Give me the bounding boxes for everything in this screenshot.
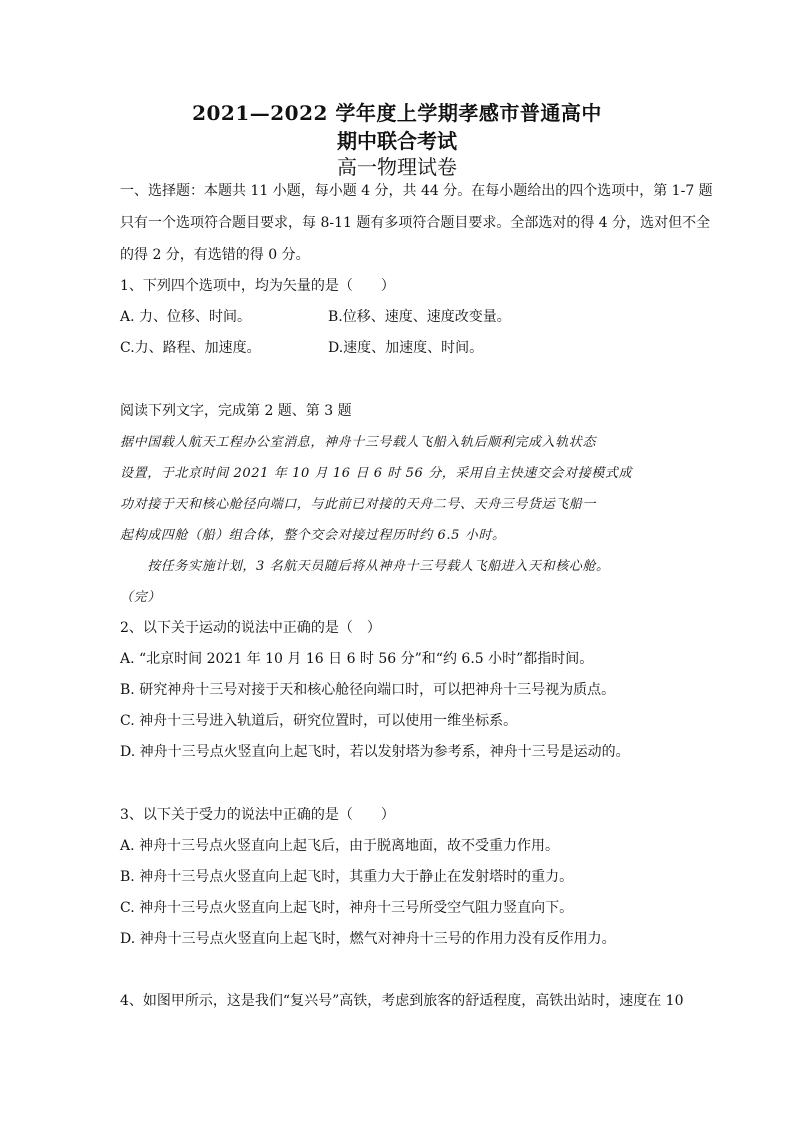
question-3-option-b: B. 神舟十三号点火竖直向上起飞时，其重力大于静止在发射塔时的重力。 [120, 869, 574, 885]
question-1-option-c: C.力、路程、加速度。 [120, 340, 261, 356]
reading-passage-line2: 设置，于北京时间 2021 年 10 月 16 日 6 时 56 分，采用自主快速交会对接模式成 [120, 466, 633, 481]
question-3-option-a: A. 神舟十三号点火竖直向上起飞后，由于脱离地面，故不受重力作用。 [120, 838, 560, 854]
question-1-option-a: A. 力、位移、时间。 [120, 309, 252, 325]
reading-passage-line4: 起构成四舱（船）组合体，整个交会对接过程历时约 6.5 小时。 [120, 528, 506, 543]
question-2-option-a: A. “北京时间 2021 年 10 月 16 日 6 时 56 分”和“约 6.5 小时”都指时间。 [120, 651, 594, 667]
reading-passage-line5: 按任务实施计划，3 名航天员随后将从神舟十三号载人飞船进入天和核心舱。 [120, 559, 610, 574]
question-3-option-c: C. 神舟十三号点火竖直向上起飞时，神舟十三号所受空气阻力竖直向下。 [120, 900, 574, 916]
reading-passage-line3: 功对接于天和核心舱径向端口，与此前已对接的天舟二号、天舟三号货运飞船一 [120, 497, 597, 512]
question-2-option-b: B. 研究神舟十三号对接于天和核心舱径向端口时，可以把神舟十三号视为质点。 [120, 682, 616, 698]
question-1-option-d: D.速度、加速度、时间。 [328, 340, 484, 356]
question-2-stem: 2、以下关于运动的说法中正确的是（ ） [120, 620, 381, 636]
exam-title-line2: 期中联合考试 [337, 129, 457, 153]
question-2-option-c: C. 神舟十三号进入轨道后，研究位置时，可以使用一维坐标系。 [120, 713, 518, 729]
question-2-option-d: D. 神舟十三号点火竖直向上起飞时，若以发射塔为参考系，神舟十三号是运动的。 [120, 744, 630, 760]
question-3-option-d: D. 神舟十三号点火竖直向上起飞时，燃气对神舟十三号的作用力没有反作用力。 [120, 931, 616, 947]
question-1-option-b: B.位移、速度、速度改变量。 [328, 309, 511, 325]
question-3-stem: 3、以下关于受力的说法中正确的是（ ） [120, 807, 395, 823]
section-instructions-line3: 的得 2 分，有选错的得 0 分。 [120, 247, 310, 263]
reading-passage-end: （完） [120, 590, 161, 605]
section-instructions-line1: 一、选择题：本题共 11 小题，每小题 4 分，共 44 分。在每小题给出的四个选项中，第 1-7 题 [120, 183, 713, 199]
question-4-stem: 4、如图甲所示，这是我们“复兴号”高铁，考虑到旅客的舒适程度，高铁出站时，速度在 10 [120, 993, 684, 1009]
question-1-stem: 1、下列四个选项中，均为矢量的是（ ） [120, 278, 395, 294]
reading-passage-line1: 据中国载人航天工程办公室消息，神舟十三号载人飞船入轨后顺利完成入轨状态 [120, 435, 597, 450]
reading-intro: 阅读下列文字，完成第 2 题、第 3 题 [120, 403, 352, 419]
exam-title-line1: 2021—2022 学年度上学期孝感市普通高中 [192, 101, 602, 125]
section-instructions-line2: 只有一个选项符合题目要求，每 8-11 题有多项符合题目要求。全部选对的得 4 分，选对但不全 [120, 215, 711, 231]
exam-subject-title: 高一物理试卷 [337, 155, 457, 179]
